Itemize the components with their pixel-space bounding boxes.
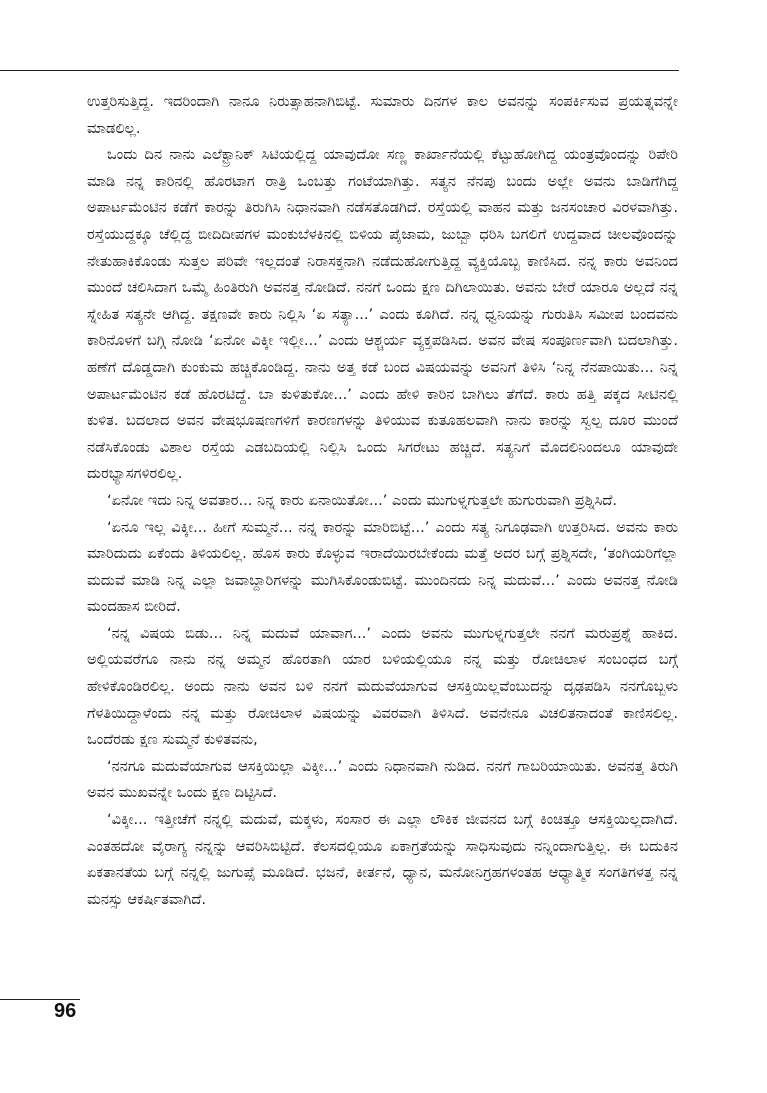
body-text <box>87 89 678 913</box>
paragraph: ‘ನನಗೂ ಮದುವೆಯಾಗುವ ಆಸಕ್ತಿಯಿಲ್ಲಾ ವಿಕ್ಕೀ...’ ಎಂದು ನಿಧಾನವಾಗಿ ನುಡಿದ. ನನಗೆ ಗಾಬರಿಯಾಯಿತು. ಅವನತ್ತ ತಿರುಗಿ ಅವನ ಮುಖವನ್ನೇ ಒಂದು ಕ್ಷಣ ದಿಟ್ಟಿಸಿದೆ. <box>87 757 678 802</box>
paragraph: ಒಂದು ದಿನ ನಾನು ಎಲೆಕ್ಟ್ರಾನಿಕ್ ಸಿಟಿಯಲ್ಲಿದ್ದ ಯಾವುದೋ ಸಣ್ಣ ಕಾರ್ಖಾನೆಯಲ್ಲಿ ಕೆಟ್ಟುಹೋಗಿದ್ದ ಯಂತ್ರವೊಂದನ್ನು ರಿಪೇರಿ ಮಾಡಿ ನನ್ನ ಕಾರಿನಲ್ಲಿ ಹೊರಟಾಗ ರಾತ್ರಿ ಒಂಬತ್ತು ಗಂಟೆಯಾಗಿತ್ತು. ಸತ್ಯನ ನೆನಪು ಬಂದು ಅಲ್ಲೇ ಅವನು ಬಾಡಿಗೆಗಿದ್ದ ಅಪಾರ್ಟಮೆಂಟಿನ ಕಡೆಗೆ ಕಾರನ್ನು ತಿರುಗಿಸಿ ನಿಧಾನವಾಗಿ ನಡೆಸತೊಡಗಿದೆ. ರಸ್ತೆಯಲ್ಲಿ ವಾಹನ ಮತ್ತು ಜನಸಂಚಾರ ವಿರಳವಾಗಿತ್ತು. ರಸ್ತೆಯುದ್ದಕ್ಕೂ ಚೆಲ್ಲಿದ್ದ ಬೀದಿದೀಪಗಳ ಮಂಕುಬೆಳಕಿನಲ್ಲಿ ಬಿಳಿಯ ಪೈಜಾಮ, ಜುಬ್ಬಾ ಧರಿಸಿ ಬಗಲಿಗೆ ಉದ್ದವಾದ ಚೀಲವೊಂದನ್ನು ನೇತುಹಾಕಿಕೊಂಡು ಸುತ್ತಲ ಪರಿವೇ ಇಲ್ಲದಂತೆ ನಿರಾಸಕ್ತನಾಗಿ ನಡೆದುಹೋಗುತ್ತಿದ್ದ ವ್ಯಕ್ತಿಯೊಬ್ಬ ಕಾಣಿಸಿದ. ನನ್ನ ಕಾರು ಅವನಿಂದ ಮುಂದೆ ಚಲಿಸಿದಾಗ ಒಮ್ಮೆ ಹಿಂತಿರುಗಿ ಅವನತ್ತ ನೋಡಿದೆ. ನನಗೆ ಒಂದು ಕ್ಷಣ ದಿಗಿಲಾಯಿತು. ಅವನು ಬೇರೆ ಯಾರೂ ಅಲ್ಲದೆ ನನ್ನ ಸ್ನೇಹಿತ ಸತ್ಯನೇ ಆಗಿದ್ದ. ತಕ್ಷಣವೇ ಕಾರು ನಿಲ್ಲಿಸಿ ‘ಏ ಸತ್ಯಾ...’ ಎಂದು ಕೂಗಿದೆ. ನನ್ನ ಧ್ವನಿಯನ್ನು ಗುರುತಿಸಿ ಸಮೀಪ ಬಂದವನು ಕಾರಿನೊಳಗೆ ಬಗ್ಗಿ ನೋಡಿ ‘ಏನೋ ವಿಕ್ಕೀ ಇಲ್ಲೀ...’ ಎಂದು ಆಶ್ಚರ್ಯ ವ್ಯಕ್ತಪಡಿಸಿದ. ಅವನ ವೇಷ ಸಂಪೂರ್ಣವಾಗಿ ಬದಲಾಗಿತ್ತು. ಹಣೆಗೆ ದೊಡ್ಡದಾಗಿ ಕುಂಕುಮ ಹಚ್ಚಿಕೊಂಡಿದ್ದ. ನಾನು ಅತ್ತ ಕಡೆ ಬಂದ ವಿಷಯವನ್ನು ಅವನಿಗೆ ತಿಳಿಸಿ ‘ನಿನ್ನ ನೆನಪಾಯಿತು... ನಿನ್ನ ಅಪಾರ್ಟಮೆಂಟಿನ ಕಡೆ ಹೊರಟಿದ್ದೆ. ಬಾ ಕುಳಿತುಕೋ...’ ಎಂದು ಹೇಳಿ ಕಾರಿನ ಬಾಗಿಲು ತೆಗೆದೆ. ಕಾರು ಹತ್ತಿ ಪಕ್ಕದ ಸೀಟಿನಲ್ಲಿ ಕುಳಿತ. ಬದಲಾದ ಅವನ ವೇಷಭೂಷಣಗಳಿಗೆ ಕಾರಣಗಳನ್ನು ತಿಳಿಯುವ ಕುತೂಹಲವಾಗಿ ನಾನು ಕಾರನ್ನು ಸ್ವಲ್ಪ ದೂರ ಮುಂದೆ ನಡೆಸಿಕೊಂಡು ವಿಶಾಲ ರಸ್ತೆಯ ಎಡಬದಿಯಲ್ಲಿ ನಿಲ್ಲಿಸಿ ಒಂದು ಸಿಗರೇಟು ಹಚ್ಚಿದೆ. ಸತ್ಯನಿಗೆ ಮೊದಲಿನಿಂದಲೂ ಯಾವುದೇ ದುರಭ್ಯಾಸಗಳಿರಲಿಲ್ಲ. <box>87 146 678 483</box>
paragraph: ‘ಏನೂ ಇಲ್ಲ ವಿಕ್ಕೀ... ಹೀಗೆ ಸುಮ್ಮನೆ... ನನ್ನ ಕಾರನ್ನು ಮಾರಿಬಿಟ್ಟೆ...’ ಎಂದು ಸತ್ಯ ನಿಗೂಢವಾಗಿ ಉತ್ತರಿಸಿದ. ಅವನು ಕಾರು ಮಾರಿದುದು ಏಕೆಂದು ತಿಳಿಯಲಿಲ್ಲ. ಹೊಸ ಕಾರು ಕೊಳ್ಳುವ ಇರಾದೆಯಿರಬೇಕೆಂದು ಮತ್ತೆ ಅದರ ಬಗ್ಗೆ ಪ್ರಶ್ನಿಸದೇ, ‘ತಂಗಿಯರಿಗೆಲ್ಲಾ ಮದುವೆ ಮಾಡಿ ನಿನ್ನ ಎಲ್ಲಾ ಜವಾಬ್ದಾರಿಗಳನ್ನು ಮುಗಿಸಿಕೊಂಡುಬಿಟ್ಟೆ. ಮುಂದಿನದು ನಿನ್ನ ಮದುವೆ...’ ಎಂದು ಅವನತ್ತ ನೋಡಿ ಮಂದಹಾಸ ಬೀರಿದೆ. <box>87 518 678 616</box>
page-number: 96 <box>54 1000 77 1022</box>
paragraph: ‘ನನ್ನ ವಿಷಯ ಬಿಡು... ನಿನ್ನ ಮದುವೆ ಯಾವಾಗ...’ ಎಂದು ಅವನು ಮುಗುಳ್ನಗುತ್ತಲೇ ನನಗೆ ಮರುಪ್ರಶ್ನೆ ಹಾಕಿದ. ಅಲ್ಲಿಯವರೆಗೂ ನಾನು ನನ್ನ ಅಮ್ಮನ ಹೊರತಾಗಿ ಯಾರ ಬಳಿಯಲ್ಲಿಯೂ ನನ್ನ ಮತ್ತು ರೋಚಿಲಾಳ ಸಂಬಂಧದ ಬಗ್ಗೆ ಹೇಳಿಕೊಂಡಿರಲಿಲ್ಲ. ಅಂದು ನಾನು ಅವನ ಬಳಿ ನನಗೆ ಮದುವೆಯಾಗುವ ಆಸಕ್ತಿಯಿಲ್ಲವೆಂಬುದನ್ನು ದೃಢಪಡಿಸಿ ನನಗೊಬ್ಬಳು ಗೆಳತಿಯಿದ್ದಾಳೆಂದು ನನ್ನ ಮತ್ತು ರೋಚಿಲಾಳ ವಿಷಯನ್ನು ವಿವರವಾಗಿ ತಿಳಿಸಿದೆ. ಅವನೇನೂ ವಿಚಲಿತನಾದಂತೆ ಕಾಣಿಸಲಿಲ್ಲ. ಒಂದೆರಡು ಕ್ಷಣ ಸುಮ್ಮನೆ ಕುಳಿತವನು, <box>87 624 678 749</box>
paragraph: ‘ಏನೋ ಇದು ನಿನ್ನ ಅವತಾರ... ನಿನ್ನ ಕಾರು ಏನಾಯಿತೋ...’ ಎಂದು ಮುಗುಳ್ನಗುತ್ತಲೇ ಹುಗುರುವಾಗಿ ಪ್ರಶ್ನಿಸಿದೆ. <box>107 491 618 509</box>
paragraph: ‘ವಿಕ್ಕೀ... ಇತ್ತೀಚೆಗೆ ನನ್ನಲ್ಲಿ ಮದುವೆ, ಮಕ್ಕಳು, ಸಂಸಾರ ಈ ಎಲ್ಲಾ ಲೌಕಿಕ ಜೀವನದ ಬಗ್ಗೆ ಕಿಂಚಿತ್ತೂ ಆಸಕ್ತಿಯಿಲ್ಲದಾಗಿದೆ. ಎಂತಹದೋ ವೈರಾಗ್ಯ ನನ್ನನ್ನು ಆವರಿಸಿಬಿಟ್ಟಿದೆ. ಕೆಲಸದಲ್ಲಿಯೂ ಏಕಾಗ್ರತೆಯನ್ನು ಸಾಧಿಸುವುದು ನನ್ನಿಂದಾಗುತ್ತಿಲ್ಲ. ಈ ಬದುಕಿನ ಏಕತಾನತೆಯ ಬಗ್ಗೆ ನನ್ನಲ್ಲಿ ಜುಗುಪ್ಸೆ ಮೂಡಿದೆ. ಭಜನೆ, ಕೀರ್ತನೆ, ಧ್ಯಾನ, ಮನೋನಿಗ್ರಹಗಳಂತಹ ಆಧ್ಯಾತ್ಮಿಕ ಸಂಗತಿಗಳತ್ತ ನನ್ನ ಮನಸ್ಸು ಆಕರ್ಷಿತವಾಗಿದೆ. <box>87 811 678 908</box>
header-rule <box>0 70 679 71</box>
paragraph: ಉತ್ತರಿಸುತ್ತಿದ್ದ. ಇದರಿಂದಾಗಿ ನಾನೂ ನಿರುತ್ಸಾಹನಾಗಿಬಿಟ್ಟೆ. ಸುಮಾರು ದಿನಗಳ ಕಾಲ ಅವನನ್ನು ಸಂಪರ್ಕಿಸುವ ಪ್ರಯತ್ನವನ್ನೇ ಮಾಡಲಿಲ್ಲ. <box>87 93 678 137</box>
